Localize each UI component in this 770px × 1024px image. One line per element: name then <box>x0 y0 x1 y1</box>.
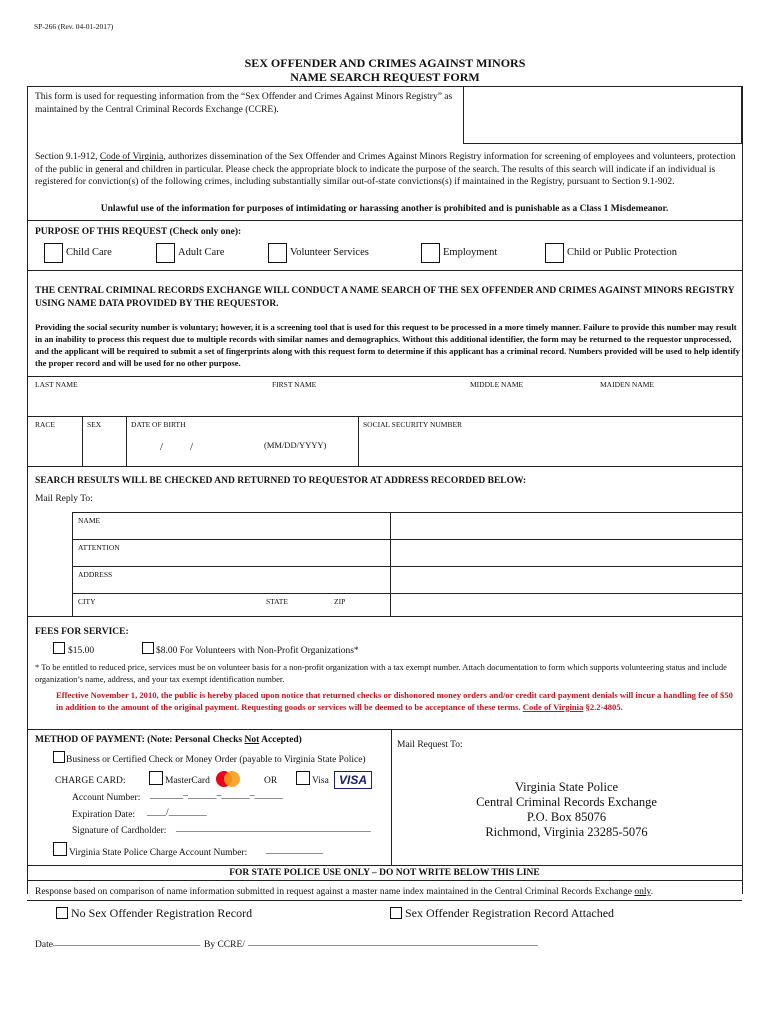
city-label: CITY <box>78 597 96 606</box>
child-public-protection-checkbox[interactable] <box>545 243 564 263</box>
dob-separator: / <box>160 441 164 453</box>
authority-paragraph: Section 9.1-912, Code of Virginia, authorizes dissemination of the Sex Offender and Crimes Against Minors Registry information for screening of employees and volunteers, protection of the public in general and children in particular. Please check the appropriate block to indicate the purpose of the search. The results of this search will indicate if an individual is registered for conviction(s) of the following crimes, including substantially similar out-of-state convictions(s) if maintained in the Registry, pursuant to Section 9.1-902. <box>35 152 736 187</box>
reduced-price-footnote: * To be entitled to reduced price, services must be on volunteer basis for a non-profit organization with a tax exempt number. Attach documentation to form which supports volunteering status and include organization’s name, address, and your tax exempt identification number. <box>35 662 727 684</box>
zip-label: ZIP <box>334 597 346 606</box>
visa-checkbox[interactable] <box>296 771 310 785</box>
or-label: OR <box>264 776 278 786</box>
signature-label: Signature of Cardholder: <box>72 826 167 836</box>
employment-label: Employment <box>443 247 498 258</box>
account-number-label: Account Number: <box>72 793 141 803</box>
signature-field[interactable]: _________________________________________ <box>176 824 371 834</box>
address-label: ADDRESS <box>78 570 113 579</box>
date-label: Date <box>35 940 53 950</box>
state-label: STATE <box>266 597 288 606</box>
code-of-virginia-link: Code of Virginia <box>99 152 164 162</box>
by-ccre-label: By CCRE/ <box>204 940 245 950</box>
dob-separator: / <box>190 441 194 453</box>
form-title-line2: NAME SEARCH REQUEST FORM <box>290 70 480 84</box>
expiration-label: Expiration Date: <box>72 810 136 820</box>
last-name-label: LAST NAME <box>35 380 78 389</box>
ssn-label: SOCIAL SECURITY NUMBER <box>363 420 463 429</box>
date-of-birth-label: DATE OF BIRTH <box>131 420 186 429</box>
record-attached-label: Sex Offender Registration Record Attached <box>405 906 615 920</box>
no-record-label: No Sex Offender Registration Record <box>71 906 253 920</box>
returned-check-notice: Effective November 1, 2010, the public is hereby placed upon notice that returned checks or dishonored money orders and/or credit card payment denials will incur a handling fee of $50 in addition to the amount of the original payment. Requesting goods or services will be deemed to be acceptance of these terms. Code of Virginia §2.2-4805. <box>56 690 733 712</box>
vsp-account-field[interactable]: ____________ <box>266 846 323 856</box>
intro-text: This form is used for requesting information from the “Sex Offender and Crimes Against Minors Registry” as maintained by the Central Criminal Records Exchange (CCRE). <box>35 92 453 115</box>
form-number: SP-266 (Rev. 04-01-2017) <box>34 22 114 31</box>
race-label: RACE <box>35 420 56 429</box>
dob-format-hint: (MM/DD/YYYY) <box>264 440 327 450</box>
charge-card-label: CHARGE CARD: <box>55 776 126 786</box>
mastercard-checkbox[interactable] <box>149 771 163 785</box>
fee-15-label: $15.00 <box>68 646 95 656</box>
maiden-name-label: MAIDEN NAME <box>600 380 654 389</box>
mail-reply-label: Mail Reply To: <box>35 494 93 504</box>
state-use-heading: FOR STATE POLICE USE ONLY – DO NOT WRITE BELOW THIS LINE <box>229 868 540 878</box>
account-number-field[interactable]: _______–______–______–______ <box>150 791 283 801</box>
response-note: Response based on comparison of name information submitted in request against a master name index maintained in the Central Criminal Records Exchange only. <box>35 887 654 897</box>
sex-label: SEX <box>87 420 102 429</box>
child-public-protection-label: Child or Public Protection <box>567 247 677 258</box>
code-of-virginia-link: Code of Virginia <box>522 702 584 712</box>
no-record-checkbox[interactable] <box>56 907 68 919</box>
middle-name-label: MIDDLE NAME <box>470 380 524 389</box>
fee-8-label: $8.00 For Volunteers with Non-Profit Organizations* <box>156 646 359 656</box>
adult-care-checkbox[interactable] <box>156 243 175 263</box>
mail-request-label: Mail Request To: <box>397 740 463 750</box>
fee-8-checkbox[interactable] <box>142 642 154 654</box>
vsp-address: Virginia State Police Central Criminal Records Exchange P.O. Box 85076 Richmond, Virginia 23285-5076 <box>476 780 657 839</box>
payment-heading: METHOD OF PAYMENT: (Note: Personal Checks Not Accepted) <box>35 735 302 745</box>
purpose-heading: PURPOSE OF THIS REQUEST (Check only one): <box>35 227 242 237</box>
form-title-line1: SEX OFFENDER AND CRIMES AGAINST MINORS <box>244 56 526 70</box>
volunteer-services-label: Volunteer Services <box>290 247 369 258</box>
business-check-checkbox[interactable] <box>53 751 65 763</box>
official-stamp-box <box>463 86 742 144</box>
first-name-label: FIRST NAME <box>272 380 317 389</box>
fees-heading: FEES FOR SERVICE: <box>35 627 129 637</box>
date-field[interactable]: _______________________________ <box>53 938 201 948</box>
vsp-account-checkbox[interactable] <box>53 842 67 856</box>
misdemeanor-warning: Unlawful use of the information for purposes of intimidating or harassing another is prohibited and is punishable as a Class 1 Misdemeanor. <box>100 204 669 214</box>
business-check-label: Business or Certified Check or Money Order (payable to Virginia State Police) <box>66 755 366 765</box>
mastercard-label: MasterCard <box>165 776 210 786</box>
ssn-notice: Providing the social security number is voluntary; however, it is a screening tool that is used for this request to be processed in a more timely manner. Failure to provide this number may result in an inability to process this request due to multiple records with similar names and demographics. Without this additional identifier, the form may be returned to the requestor unprocessed, and the applicant will be required to submit a set of fingerprints along with this request form to determine if this applicant has a criminal record. Numbers provided will be used to help identify the proper record and will be used for no other purpose. <box>35 322 740 368</box>
attention-label: ATTENTION <box>78 543 120 552</box>
ccre-field[interactable]: _____________________________________________________________ <box>248 938 538 948</box>
adult-care-label: Adult Care <box>178 247 225 258</box>
visa-label: Visa <box>312 776 329 786</box>
child-care-checkbox[interactable] <box>44 243 63 263</box>
vsp-account-label: Virginia State Police Charge Account Number: <box>69 848 248 858</box>
fee-15-checkbox[interactable] <box>53 642 65 654</box>
employment-checkbox[interactable] <box>421 243 440 263</box>
visa-logo-icon: VISA <box>334 771 372 789</box>
name-search-notice: THE CENTRAL CRIMINAL RECORDS EXCHANGE WILL CONDUCT A NAME SEARCH OF THE SEX OFFENDER AND CRIMES AGAINST MINORS REGISTRY USING NAME DATA PROVIDED BY THE REQUESTOR. <box>35 286 735 309</box>
child-care-label: Child Care <box>66 247 112 258</box>
volunteer-services-checkbox[interactable] <box>268 243 287 263</box>
name-label: NAME <box>78 516 101 525</box>
expiration-field[interactable]: ____/________ <box>147 808 207 818</box>
record-attached-checkbox[interactable] <box>390 907 402 919</box>
mastercard-logo-icon <box>214 770 242 788</box>
results-heading: SEARCH RESULTS WILL BE CHECKED AND RETURNED TO REQUESTOR AT ADDRESS RECORDED BELOW: <box>35 476 527 486</box>
